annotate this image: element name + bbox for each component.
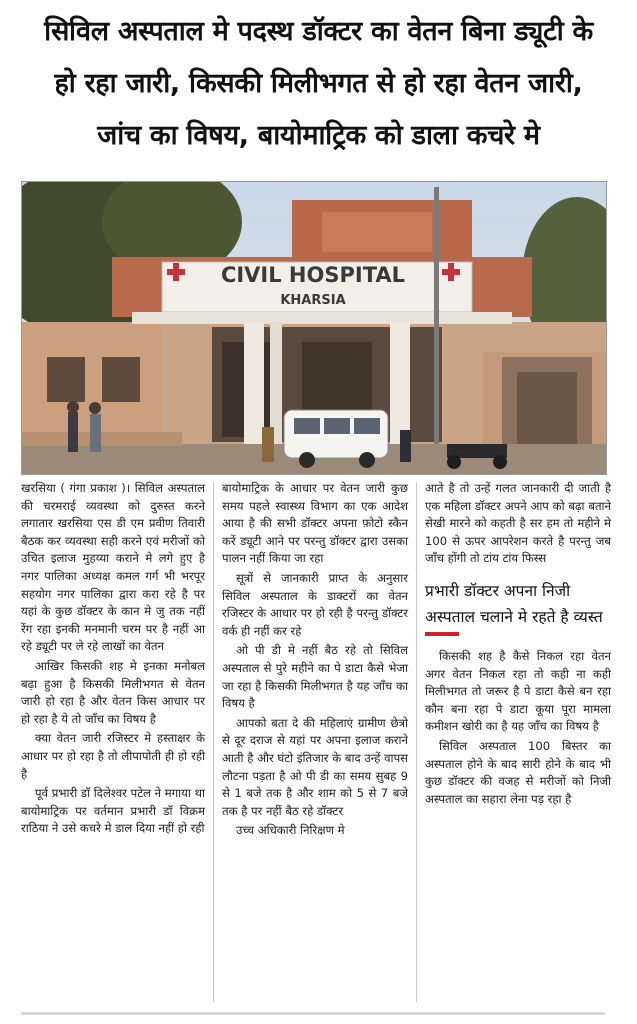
sign-line-2: KHARSIA: [280, 293, 346, 308]
column-divider: [416, 482, 417, 1002]
article-paragraph: क्या वेतन जारी रजिस्टर मे हस्ताक्षर के आधार पर हो रहा है तो लीपापोती ही हो रही है: [21, 731, 205, 781]
article-paragraph: आखिर किसकी शह मे इनका मनोबल बढ़ा हुआ है किसकी मिलीभगत से वेतन जारी हो रहा है और वेतन किस आधार पर हो रहा है ये तो जाँच का विषय है: [21, 658, 205, 726]
column-divider: [213, 482, 214, 1002]
article-paragraph: आते है तो उन्हें गलत जानकारी दी जाती है एक महिला डॉक्टर अपने आप को बढ़ा बताने सेखी मारने को कहती है सर हम तो महीने मे 100 से ऊपर आपरेशन करते है परन्तु जब जाँच होंगी तो टांय टांय फिस्स: [425, 481, 611, 566]
article-paragraph: सिविल अस्पताल 100 बिस्तर का अस्पताल होने के बाद सारी होने के बाद भी कुछ डॉक्टर की वजह से मरीजों को निजी अस्पताल का सहारा लेना पड़ रहा है: [425, 738, 611, 806]
article-paragraph: बायोमाट्रिक के आधार पर वेतन जारी कुछ समय पहले स्वास्थ्य विभाग का एक आदेश आया है की सभी डॉक्टर अपना फ़ोटो स्कैन करें ड्यूटी आने पर परन्तु डॉक्टर द्वारा उसका पालन नहीं किया जा रहा: [222, 481, 408, 566]
article-paragraph: ओ पी डी मे नहीं बैठ रहे तो सिविल अस्पताल से पुरे महीने का पे डाटा कैसे भेजा जा रहा है किसकी मिलीभगत है यह जाँच का विषय है: [222, 643, 408, 711]
article-column-1: [21, 480, 205, 840]
article-column-2: [222, 480, 408, 842]
headline-line-2: हो रहा जारी, किसकी मिलीभगत से हो रहा वेतन जारी,: [54, 68, 583, 99]
hospital-photo: [21, 181, 607, 475]
article-paragraph: सूत्रों से जानकारी प्राप्त के अनुसार सिविल अस्पताल के डाक्टरों का वेतन रजिस्टर के आधार पर हो रही है परन्तु डॉक्टर वर्क ही नहीं कर रहे: [222, 570, 408, 638]
article-paragraph: आपको बता दे की महिलाएं ग्रामीण छेत्रो से दूर दराज से यहां पर अपना इलाज कराने आती है और घंटो इंतिजार के बाद उन्हें वापस लौटना पड़ता है ओ पी डी का समय सुबह 9 से 1 बजे तक है और शाम को 5 से 7 बजे तक है पर नहीं बैठ रहे डॉक्टर: [222, 715, 408, 818]
headline-line-3: जांच का विषय, बायोमाट्रिक को डाला कचरे मे: [97, 120, 540, 151]
article-paragraph: पूर्व प्रभारी डॉ दिलेश्वर पटेल ने मगाया था बायोमाट्रिक पर वर्तमान प्रभारी डॉ विक्रम राठिया ने उसे कचरे मे डाल दिया नहीं हो रही: [21, 786, 205, 836]
article-column-3: [425, 480, 611, 810]
article-paragraph: खरसिया ( गंगा प्रकाश )। सिविल अस्पताल की चरमराई व्यवस्था को दुरुस्त करने लगातार खरसिया एस डी एम प्रवीण तिवारी बैठक कर व्यवस्था सही करने एवं मरीजों को उचित इलाज मुहय्या कराने मे लगे हुए है नगर पालिका अध्यक्ष कमल गर्ग भी भरपूर सहयोग नगर पालिका द्वारा करा रहे है पर यहां के कुछ डॉक्टर के कान मे जु तक नहीं रेंग रहा इनकी मनमानी चरम पर है नहीं आ रहे ड्यूटी पर ले रहे लाखों का वेतन: [21, 481, 205, 654]
article-paragraph: किसकी शह है कैसे निकल रहा वेतन अगर वेतन निकल रहा तो कही ना कही मिलीभगत तो जरूर है पे डाटा कैसे बन रहा कौन बना रहा पे डाटा कूया पूरा मामला कमीशन खोरी का है यह जाँच का विषय है: [425, 648, 611, 734]
article-paragraph: उच्च अधिकारी निरिक्षण मे: [236, 823, 345, 838]
article-subheading: प्रभारी डॉक्टर अपना निजी अस्पताल चलाने मे रहते है व्यस्त: [425, 581, 603, 626]
headline: [14, 6, 623, 162]
subheading-accent-rule: [425, 632, 459, 636]
headline-line-1: सिविल अस्पताल मे पदस्थ डॉक्टर का वेतन बिना ड्यूटी के: [44, 16, 593, 47]
sign-line-1: CIVIL HOSPITAL: [220, 263, 406, 287]
bottom-rule: [21, 1012, 605, 1015]
